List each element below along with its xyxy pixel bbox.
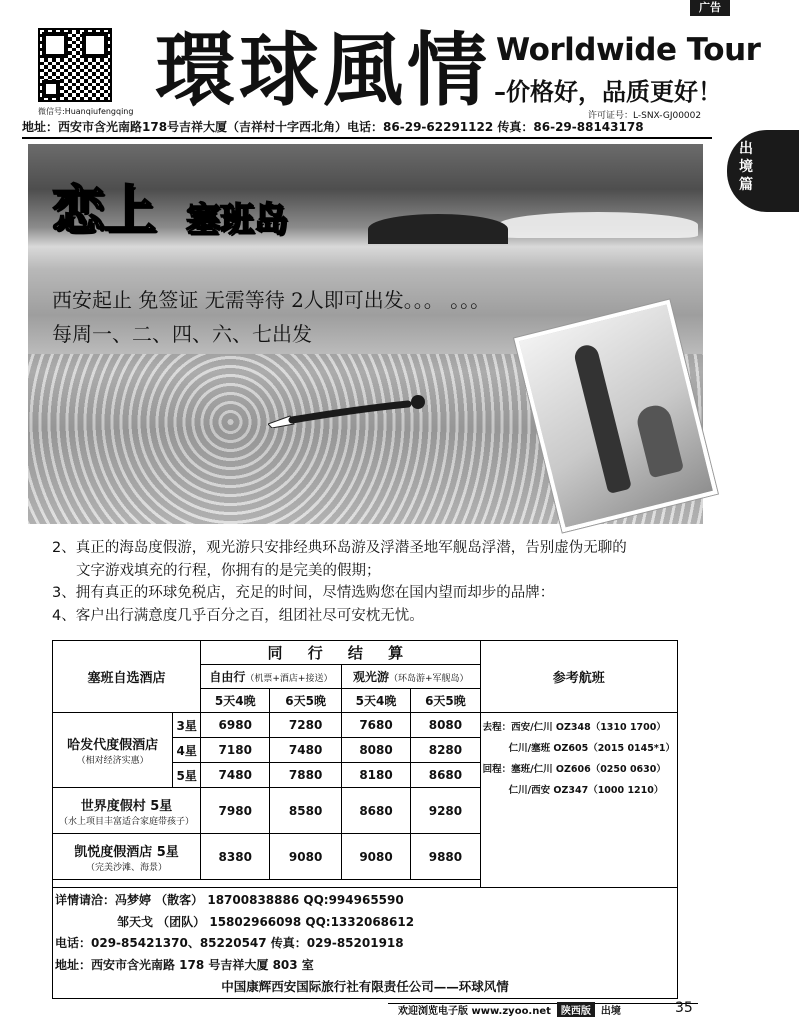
- contact-line: 详情请洽：冯梦婷 （散客） 18700838886 QQ:994965590: [55, 893, 404, 907]
- hotel-column-header: 塞班自选酒店: [53, 641, 201, 713]
- section-tab-label: 出境篇: [739, 141, 753, 193]
- feature-item: 4、客户出行满意度几乎百分之百，组团社尽可安枕无忧。: [52, 607, 424, 624]
- flight-line: 回程：塞班/仁川 OZ606（0250 0630）: [482, 764, 666, 775]
- company-name: 中国康辉西安国际旅行社有限责任公司——环球风情: [221, 979, 509, 994]
- free-travel-header: [201, 665, 342, 689]
- free-travel-label: 自由行: [209, 670, 246, 684]
- flight-line: 仁川/西安 OZ347（1000 1210）: [508, 785, 664, 796]
- divider: [22, 137, 712, 139]
- price-cell: 7180: [201, 738, 270, 763]
- snorkeler-illustration: [268, 394, 428, 428]
- flight-line: 去程：西安/仁川 OZ348（1310 1700）: [482, 722, 666, 733]
- price-cell: 8680: [341, 788, 410, 834]
- star-rating: 3星: [173, 713, 201, 738]
- wechat-id: 微信号:Huanqiufengqing: [38, 107, 134, 116]
- flight-column-header: 参考航班: [480, 641, 677, 713]
- price-cell: 7680: [341, 713, 410, 738]
- price-cell: 9280: [411, 788, 480, 834]
- page-number: 35: [675, 1000, 693, 1016]
- free-travel-sub: （机票+酒店+接送）: [245, 674, 333, 684]
- person-figure: [572, 343, 632, 494]
- price-cell: 9080: [270, 834, 341, 880]
- price-cell: 8580: [270, 788, 341, 834]
- price-table: [52, 640, 678, 999]
- price-cell: 8080: [411, 713, 480, 738]
- hotel-name: 哈发代度假酒店: [67, 738, 159, 753]
- footer-website: 欢迎浏览电子版 www.zyoo.net: [398, 1006, 551, 1017]
- feature-item: 2、真正的海岛度假游，观光游只安排经典环岛游及浮潜圣地军舰岛浮潜，告别虚伪无聊的: [52, 540, 627, 556]
- ad-tag: 广告: [690, 0, 730, 16]
- sightseeing-header: [341, 665, 480, 689]
- wechat-qr-code: [38, 28, 112, 102]
- cloud-shape: [498, 212, 698, 238]
- edition-badge: 陕西版: [557, 1002, 595, 1017]
- hero-tagline-2: 每周一、二、四、六、七出发: [52, 322, 312, 346]
- license-number: 许可证号：L-SNX-GJ00002: [588, 111, 702, 121]
- hotel-name-cell: [53, 713, 173, 788]
- duration-header: 6天5晚: [411, 689, 480, 713]
- price-cell: 7480: [201, 763, 270, 788]
- flight-line: 仁川/塞班 OZ605（2015 0145*1）: [508, 743, 675, 754]
- hero-title-main: 恋上: [52, 181, 157, 241]
- person-figure: [634, 402, 684, 478]
- flight-info: [480, 713, 677, 888]
- sightseeing-label: 观光游: [352, 670, 389, 684]
- star-rating: 4星: [173, 738, 201, 763]
- hero-tagline-1: 西安起止 免签证 无需等待 2人即可出发。。。 。。。: [52, 288, 491, 312]
- price-column-header: 同 行 结 算: [201, 641, 481, 665]
- contact-line: 电话：029-85421370、85220547 传真：029-85201918: [55, 936, 404, 950]
- contact-line: 邹天戈 （团队） 15802966098 QQ:1332068612: [117, 914, 415, 929]
- company-address: 地址：西安市含光南路178号吉祥大厦（吉祥村十字西北角）电话：86-29-62291122 传真：86-29-88143178: [22, 120, 644, 134]
- island-shape: [368, 214, 508, 244]
- price-cell: 7880: [270, 763, 341, 788]
- feature-item: 3、拥有真正的环球免税店，充足的时间，尽情选购您在国内望而却步的品牌：: [52, 585, 555, 601]
- price-cell: 7280: [270, 713, 341, 738]
- hotel-note: （水上项目丰富适合家庭带孩子）: [59, 816, 195, 827]
- hotel-name-cell: [53, 834, 201, 880]
- hotel-name: 世界度假村 5星: [80, 798, 173, 814]
- footer-section: 出境: [600, 1006, 621, 1017]
- hotel-name-cell: [53, 788, 201, 834]
- price-cell: 9880: [411, 834, 480, 880]
- duration-header: 5天4晚: [201, 689, 270, 713]
- star-rating: 5星: [173, 763, 201, 788]
- hero-title-destination: 塞班岛: [186, 200, 288, 240]
- brand-english: Worldwide Tour: [496, 32, 761, 68]
- price-cell: 9080: [341, 834, 410, 880]
- price-cell: 8280: [411, 738, 480, 763]
- price-cell: 8080: [341, 738, 410, 763]
- price-cell: 8380: [201, 834, 270, 880]
- hotel-note: （相对经济实惠）: [76, 756, 149, 766]
- contact-info: [53, 888, 678, 999]
- feature-item: 文字游戏填充的行程，你拥有的是完美的假期；: [76, 562, 381, 579]
- hotel-name: 凯悦度假酒店 5星: [74, 844, 179, 860]
- price-cell: 7480: [270, 738, 341, 763]
- price-cell: 6980: [201, 713, 270, 738]
- duration-header: 6天5晚: [270, 689, 341, 713]
- feature-list: [52, 537, 627, 627]
- price-cell: 8680: [411, 763, 480, 788]
- brand-title: 環球風情: [155, 23, 491, 117]
- page-footer: [398, 1002, 621, 1017]
- sightseeing-sub: （环岛游+军舰岛）: [388, 674, 469, 684]
- price-cell: 7980: [201, 788, 270, 834]
- section-tab: [727, 130, 799, 212]
- price-cell: 8180: [341, 763, 410, 788]
- contact-line: 地址：西安市含光南路 178 号吉祥大厦 803 室: [55, 957, 314, 972]
- brand-slogan: –价格好，品质更好！: [494, 78, 722, 106]
- duration-header: 5天4晚: [341, 689, 410, 713]
- hotel-note: （完美沙滩、海景）: [86, 862, 168, 873]
